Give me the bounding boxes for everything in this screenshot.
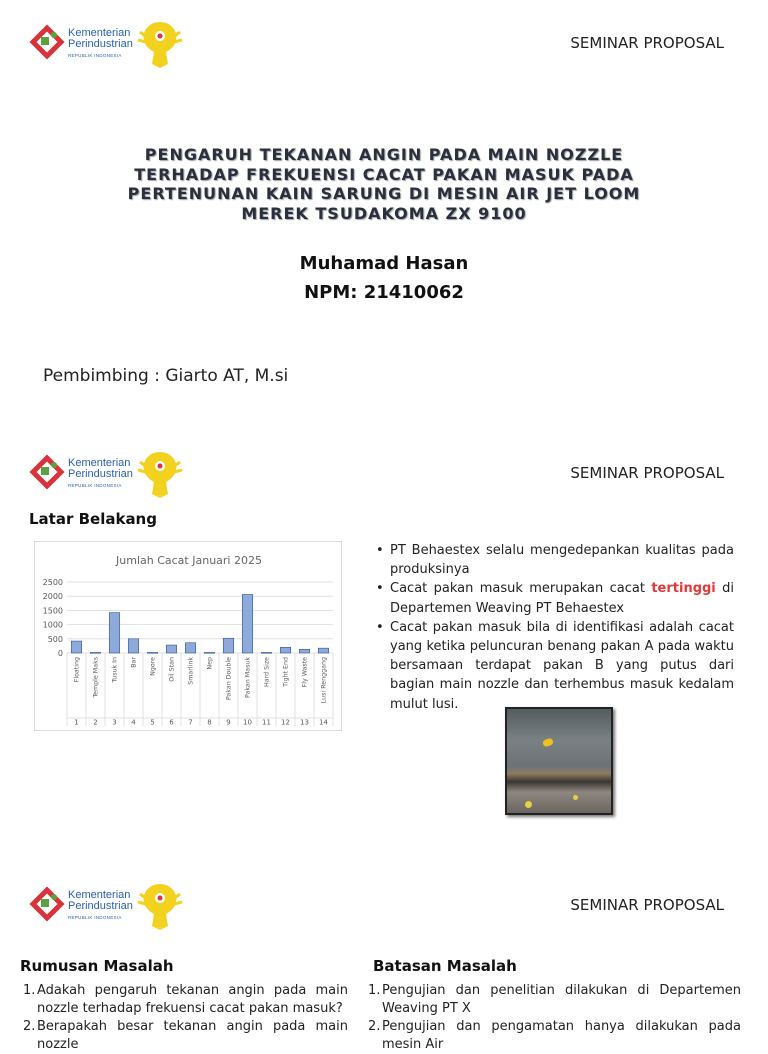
x-tick-label: Fly Waste (301, 657, 309, 688)
x-tick-label: Lusi Renggang (320, 657, 328, 704)
bar (109, 613, 119, 653)
garuda-emblem-icon (136, 18, 184, 70)
bar (299, 649, 309, 653)
list-item: 1. Adakah pengaruh tekanan angin pada main nozzle terhadap frekuensi cacat pakan masuk? (23, 983, 348, 1016)
brand-name: Kementerian Perindustrian (68, 457, 133, 480)
bar (280, 647, 290, 653)
section-title-latar-belakang: Latar Belakang (29, 510, 157, 528)
x-tick-label: Smarlink (187, 657, 195, 685)
bullet-item: • Cacat pakan masuk merupakan cacat tertinggi di Departemen Weaving PT Behaestex (376, 579, 734, 617)
bar (185, 643, 195, 653)
x-tick-label: Ngore (149, 657, 157, 676)
background-bullets (376, 541, 734, 714)
x-tick-label: Tusuk In (111, 657, 119, 683)
x-tick-label: Oil Stan (168, 657, 176, 682)
kemenperin-logo (30, 446, 190, 502)
defect-photo (505, 707, 613, 815)
bar (204, 652, 214, 653)
seminar-label: SEMINAR PROPOSAL (570, 896, 724, 914)
kemenperin-emblem-icon (30, 888, 64, 922)
list-item: 2. Berapakah besar tekanan angin pada main nozzle (23, 1019, 348, 1052)
bar (71, 641, 81, 653)
row-number-label: 6 (169, 718, 174, 727)
rumusan-list (20, 982, 348, 1054)
row-number-label: 13 (300, 718, 309, 727)
row-number-label: 8 (207, 718, 212, 727)
y-tick-label: 500 (47, 634, 63, 644)
chart-title: Jumlah Cacat Januari 2025 (116, 554, 262, 567)
x-tick-label: Pakan Masuk (244, 657, 252, 698)
proposal-title: PENGARUH TEKANAN ANGIN PADA MAIN NOZZLE TERHADAP FREKUENSI CACAT PAKAN MASUK PADA PERTENUNAN KAIN SARUNG DI MESIN AIR JET LOOM MEREK TSUDAKOMA ZX 9100 (127, 145, 641, 223)
row-number-label: 9 (226, 718, 231, 727)
bar (147, 652, 157, 653)
bar (223, 638, 233, 653)
list-item: 1. Pengujian dan penelitian dilakukan di Departemen Weaving PT X (368, 983, 741, 1016)
bar (166, 645, 176, 653)
pembimbing-text: Pembimbing : Giarto AT, M.si (43, 366, 289, 386)
row-number-label: 11 (262, 718, 271, 727)
author-npm: NPM: 21410062 (304, 282, 464, 303)
brand-subtitle: REPUBLIK INDONESIA (68, 53, 122, 58)
row-number-label: 14 (319, 718, 328, 727)
y-tick-label: 0 (57, 649, 63, 658)
y-tick-label: 2000 (42, 592, 63, 602)
garuda-emblem-icon (136, 880, 184, 932)
y-tick-label: 1000 (42, 620, 63, 630)
slide-rumusan-batasan (0, 862, 768, 1052)
row-number-label: 5 (150, 718, 155, 727)
bar (318, 648, 328, 653)
x-tick-label: Temple Maks (92, 657, 100, 698)
section-title-batasan: Batasan Masalah (373, 957, 517, 975)
x-tick-label: Nep (206, 657, 214, 670)
brand-subtitle: REPUBLIK INDONESIA (68, 483, 122, 488)
brand-name: Kementerian Perindustrian (68, 27, 133, 50)
kemenperin-emblem-icon (30, 456, 64, 490)
slide-title (0, 0, 768, 430)
row-number-label: 1 (74, 718, 79, 727)
highlight-text: tertinggi (651, 581, 716, 597)
kemenperin-logo (30, 16, 190, 72)
bar (261, 652, 271, 653)
x-tick-label: Pakan Double (225, 657, 233, 701)
kemenperin-logo (30, 878, 190, 934)
defect-chart (34, 541, 342, 731)
garuda-emblem-icon (136, 448, 184, 500)
kemenperin-emblem-icon (30, 26, 64, 60)
row-number-label: 4 (131, 718, 136, 727)
brand-subtitle: REPUBLIK INDONESIA (68, 915, 122, 920)
seminar-label: SEMINAR PROPOSAL (570, 34, 724, 52)
x-tick-label: Bar (130, 657, 138, 668)
section-title-rumusan: Rumusan Masalah (20, 957, 174, 975)
bar (128, 639, 138, 653)
defect-chart-svg (35, 542, 343, 732)
x-tick-label: Floating (73, 657, 81, 683)
bar (242, 594, 252, 653)
bullet-item: • Cacat pakan masuk bila di identifikasi adalah cacat yang ketika peluncuran benang pakan A pada waktu bersamaan terdapat pakan B yang putus dari bagian main nozzle dan terhembus masuk kedalam mulut lusi. (376, 618, 734, 714)
x-tick-label: Hard Size (263, 657, 271, 687)
bar (90, 652, 100, 653)
slide-latar-belakang (0, 430, 768, 862)
bullet-item: • PT Behaestex selalu mengedepankan kualitas pada produksinya (376, 541, 734, 579)
seminar-label: SEMINAR PROPOSAL (570, 464, 724, 482)
row-number-label: 2 (93, 718, 98, 727)
batasan-list (365, 982, 741, 1054)
list-item: 2. Pengujian dan pengamatan hanya dilakukan pada mesin Air (368, 1019, 741, 1052)
author-name: Muhamad Hasan (299, 253, 469, 274)
y-tick-label: 2500 (42, 578, 63, 587)
row-number-label: 7 (188, 718, 193, 727)
x-tick-label: Tight End (282, 657, 290, 687)
y-tick-label: 1500 (42, 606, 63, 616)
row-number-label: 12 (281, 718, 290, 727)
brand-name: Kementerian Perindustrian (68, 889, 133, 912)
row-number-label: 3 (112, 718, 117, 727)
row-number-label: 10 (243, 718, 252, 727)
